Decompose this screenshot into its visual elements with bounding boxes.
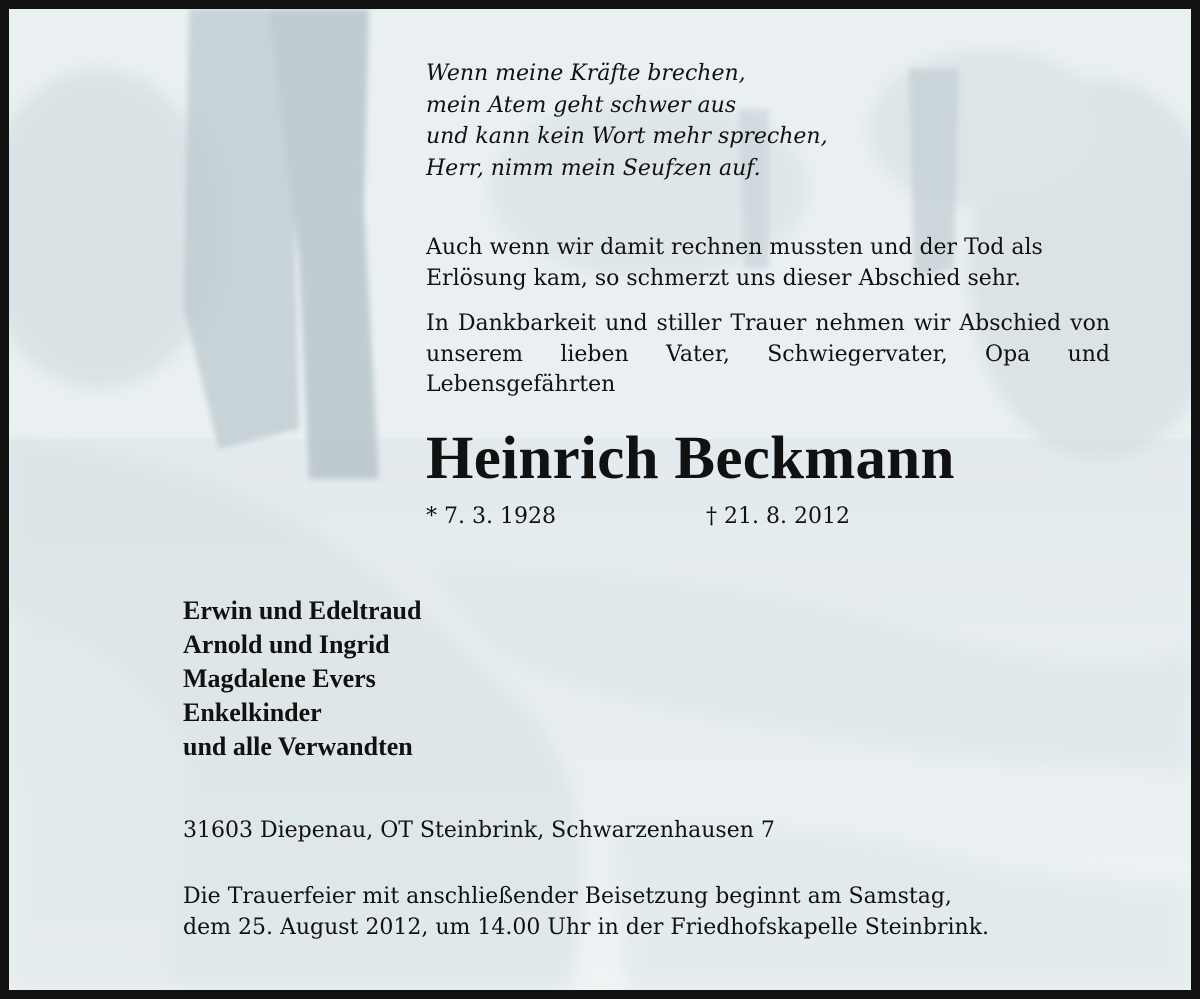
notice-content — [9, 9, 1191, 990]
gratitude-paragraph: In Dankbarkeit und stiller Trauer nehmen wir Abschied von unserem lieben Vater, Schwiegervater, Opa und Lebensgefährten — [426, 311, 1110, 397]
memorial-poem — [426, 58, 828, 184]
funeral-line: Die Trauerfeier mit anschließender Beisetzung beginnt am Samstag, — [183, 884, 952, 909]
funeral-announcement — [183, 881, 989, 943]
poem-line: Herr, nimm mein Seufzen auf. — [426, 155, 761, 181]
funeral-line: dem 25. August 2012, um 14.00 Uhr in der Friedhofskapelle Steinbrink. — [183, 915, 990, 940]
poem-line: Wenn meine Kräfte brechen, — [426, 61, 746, 86]
mourner-entry: Arnold und Ingrid — [183, 630, 390, 659]
birth-date: * 7. 3. 1928 — [426, 504, 556, 529]
mourner-entry: Erwin und Edeltraud — [183, 596, 422, 625]
mourner-entry: und alle Verwandten — [183, 732, 413, 761]
death-date: † 21. 8. 2012 — [706, 504, 850, 529]
mourner-entry: Magdalene Evers — [183, 664, 376, 693]
family-address: 31603 Diepenau, OT Steinbrink, Schwarzenhausen 7 — [183, 818, 775, 843]
poem-line: mein Atem geht schwer aus — [426, 92, 737, 118]
mourners-list — [183, 594, 421, 764]
mourner-entry: Enkelkinder — [183, 698, 322, 727]
deceased-name: Heinrich Beckmann — [426, 425, 955, 492]
poem-line: und kann kein Wort mehr sprechen, — [426, 124, 828, 149]
farewell-paragraph: Auch wenn wir damit rechnen mussten und der Tod als Erlösung kam, so schmerzt uns dieser Abschied sehr. — [426, 235, 1043, 291]
